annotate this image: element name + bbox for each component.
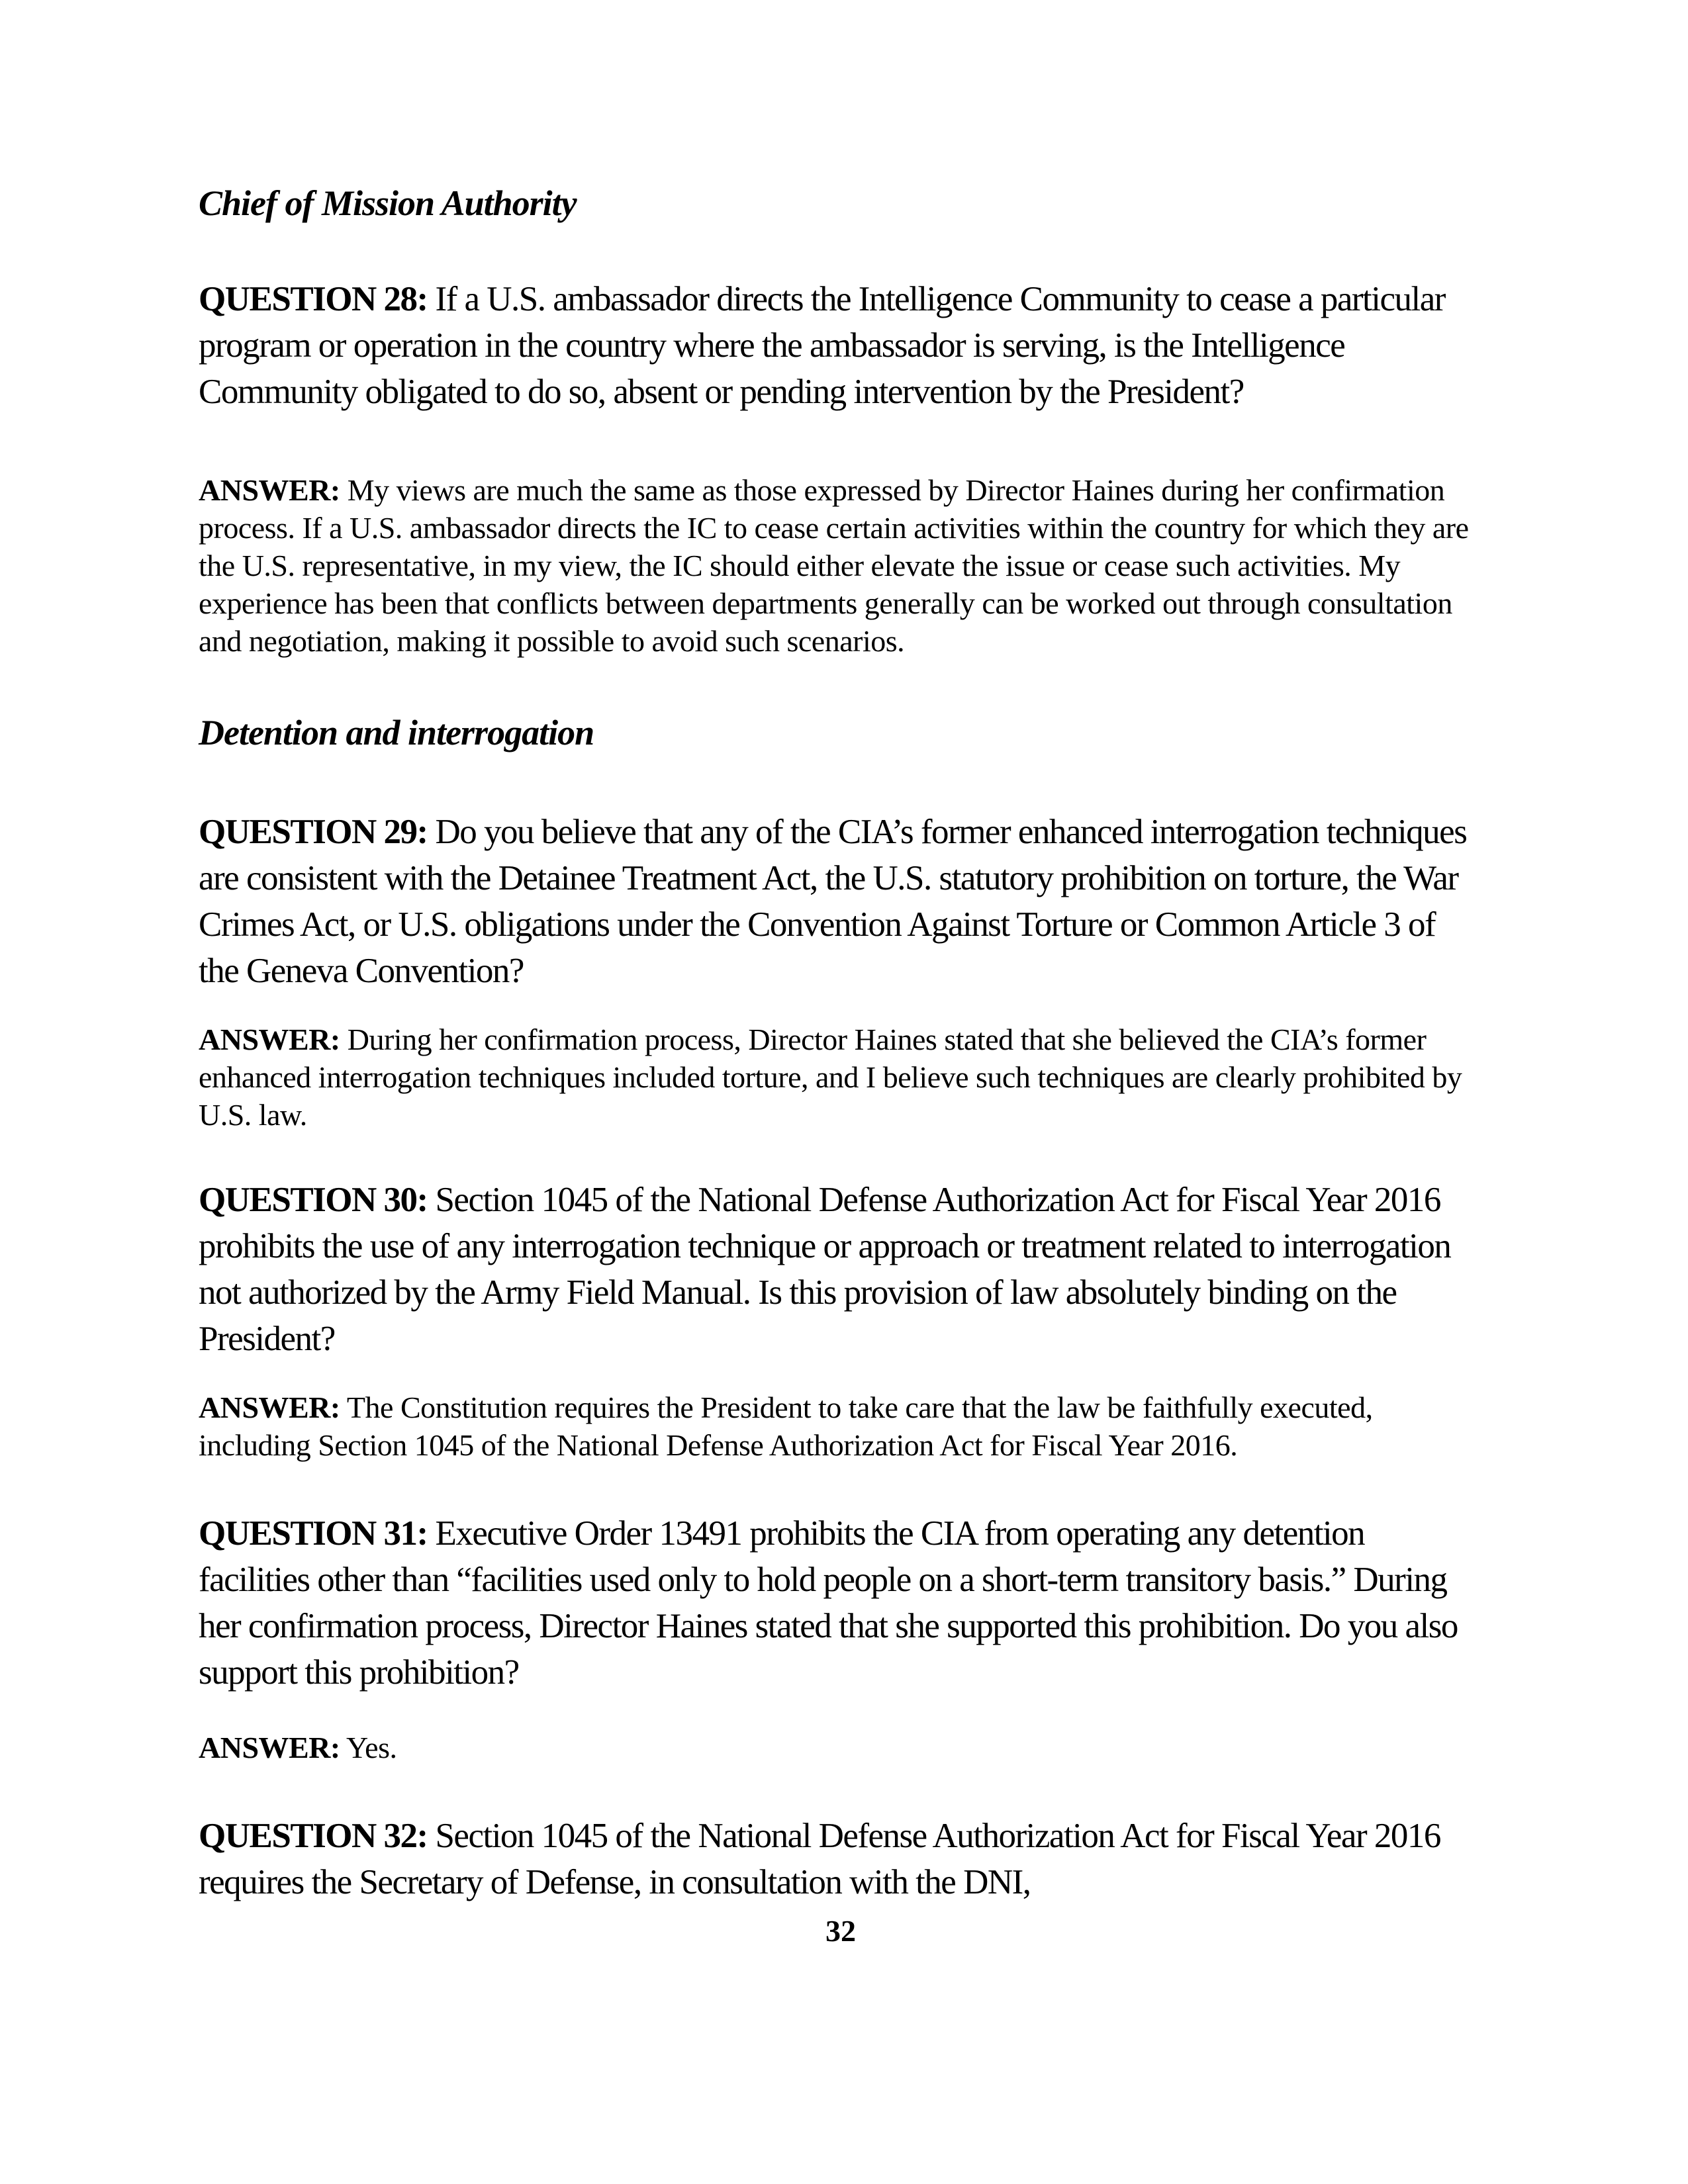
answer-28-label: ANSWER: [199,473,340,507]
answer-29-text: During her confirmation process, Director Haines stated that she believed the CIA’s former enhanced interrogation techniques included torture, and I believe such techniques are clearly prohibited by U.S. law. [199,1023,1462,1132]
question-28 [199,276,1483,415]
question-30-label: QUESTION 30: [199,1181,428,1219]
question-28-text: If a U.S. ambassador directs the Intelligence Community to cease a particular program or operation in the country where the ambassador is serving, is the Intelligence Community obligated to do so, absent or pending intervention by the President? [199,280,1445,411]
question-31 [199,1510,1483,1696]
answer-28 [199,471,1483,660]
answer-31 [199,1729,1483,1766]
question-30 [199,1177,1483,1362]
question-32 [199,1813,1483,1905]
question-29-label: QUESTION 29: [199,813,428,851]
answer-31-label: ANSWER: [199,1731,340,1764]
question-28-label: QUESTION 28: [199,280,428,318]
question-29 [199,809,1483,994]
answer-30 [199,1388,1483,1464]
answer-29 [199,1021,1483,1134]
answer-29-label: ANSWER: [199,1023,340,1056]
question-31-text: Executive Order 13491 prohibits the CIA from operating any detention facilities other than “facilities used only to hold people on a short-term transitory basis.” During her confirmation process, Director Haines stated that she supported this prohibition. Do you also support this prohibition? [199,1514,1458,1692]
question-32-label: QUESTION 32: [199,1817,428,1855]
section-heading-chief-of-mission-authority: Chief of Mission Authority [199,183,577,223]
question-32-text: Section 1045 of the National Defense Authorization Act for Fiscal Year 2016 requires the Secretary of Defense, in consultation with the DNI, [199,1817,1440,1901]
page-number: 32 [825,1914,856,1948]
section-heading-detention-and-interrogation: Detention and interrogation [199,713,594,752]
question-31-label: QUESTION 31: [199,1514,428,1553]
answer-30-text: The Constitution requires the President to take care that the law be faithfully executed, including Section 1045 of the National Defense Authorization Act for Fiscal Year 2016. [199,1390,1373,1462]
answer-31-text: Yes. [346,1731,397,1764]
answer-28-text: My views are much the same as those expressed by Director Haines during her confirmation process. If a U.S. ambassador directs the IC to cease certain activities within the country for which they are the U.S. representative, in my view, the IC should either elevate the issue or cease such activities. My experience has been that conflicts between departments generally can be worked out through consultation and negotiation, making it possible to avoid such scenarios. [199,473,1469,658]
question-30-text: Section 1045 of the National Defense Authorization Act for Fiscal Year 2016 prohibits the use of any interrogation technique or approach or treatment related to interrogation not authorized by the Army Field Manual. Is this provision of law absolutely binding on the President? [199,1181,1451,1358]
answer-30-label: ANSWER: [199,1390,340,1424]
question-29-text: Do you believe that any of the CIA’s former enhanced interrogation techniques are consistent with the Detainee Treatment Act, the U.S. statutory prohibition on torture, the War Crimes Act, or U.S. obligations under the Convention Against Torture or Common Article 3 of the Geneva Convention? [199,813,1467,990]
